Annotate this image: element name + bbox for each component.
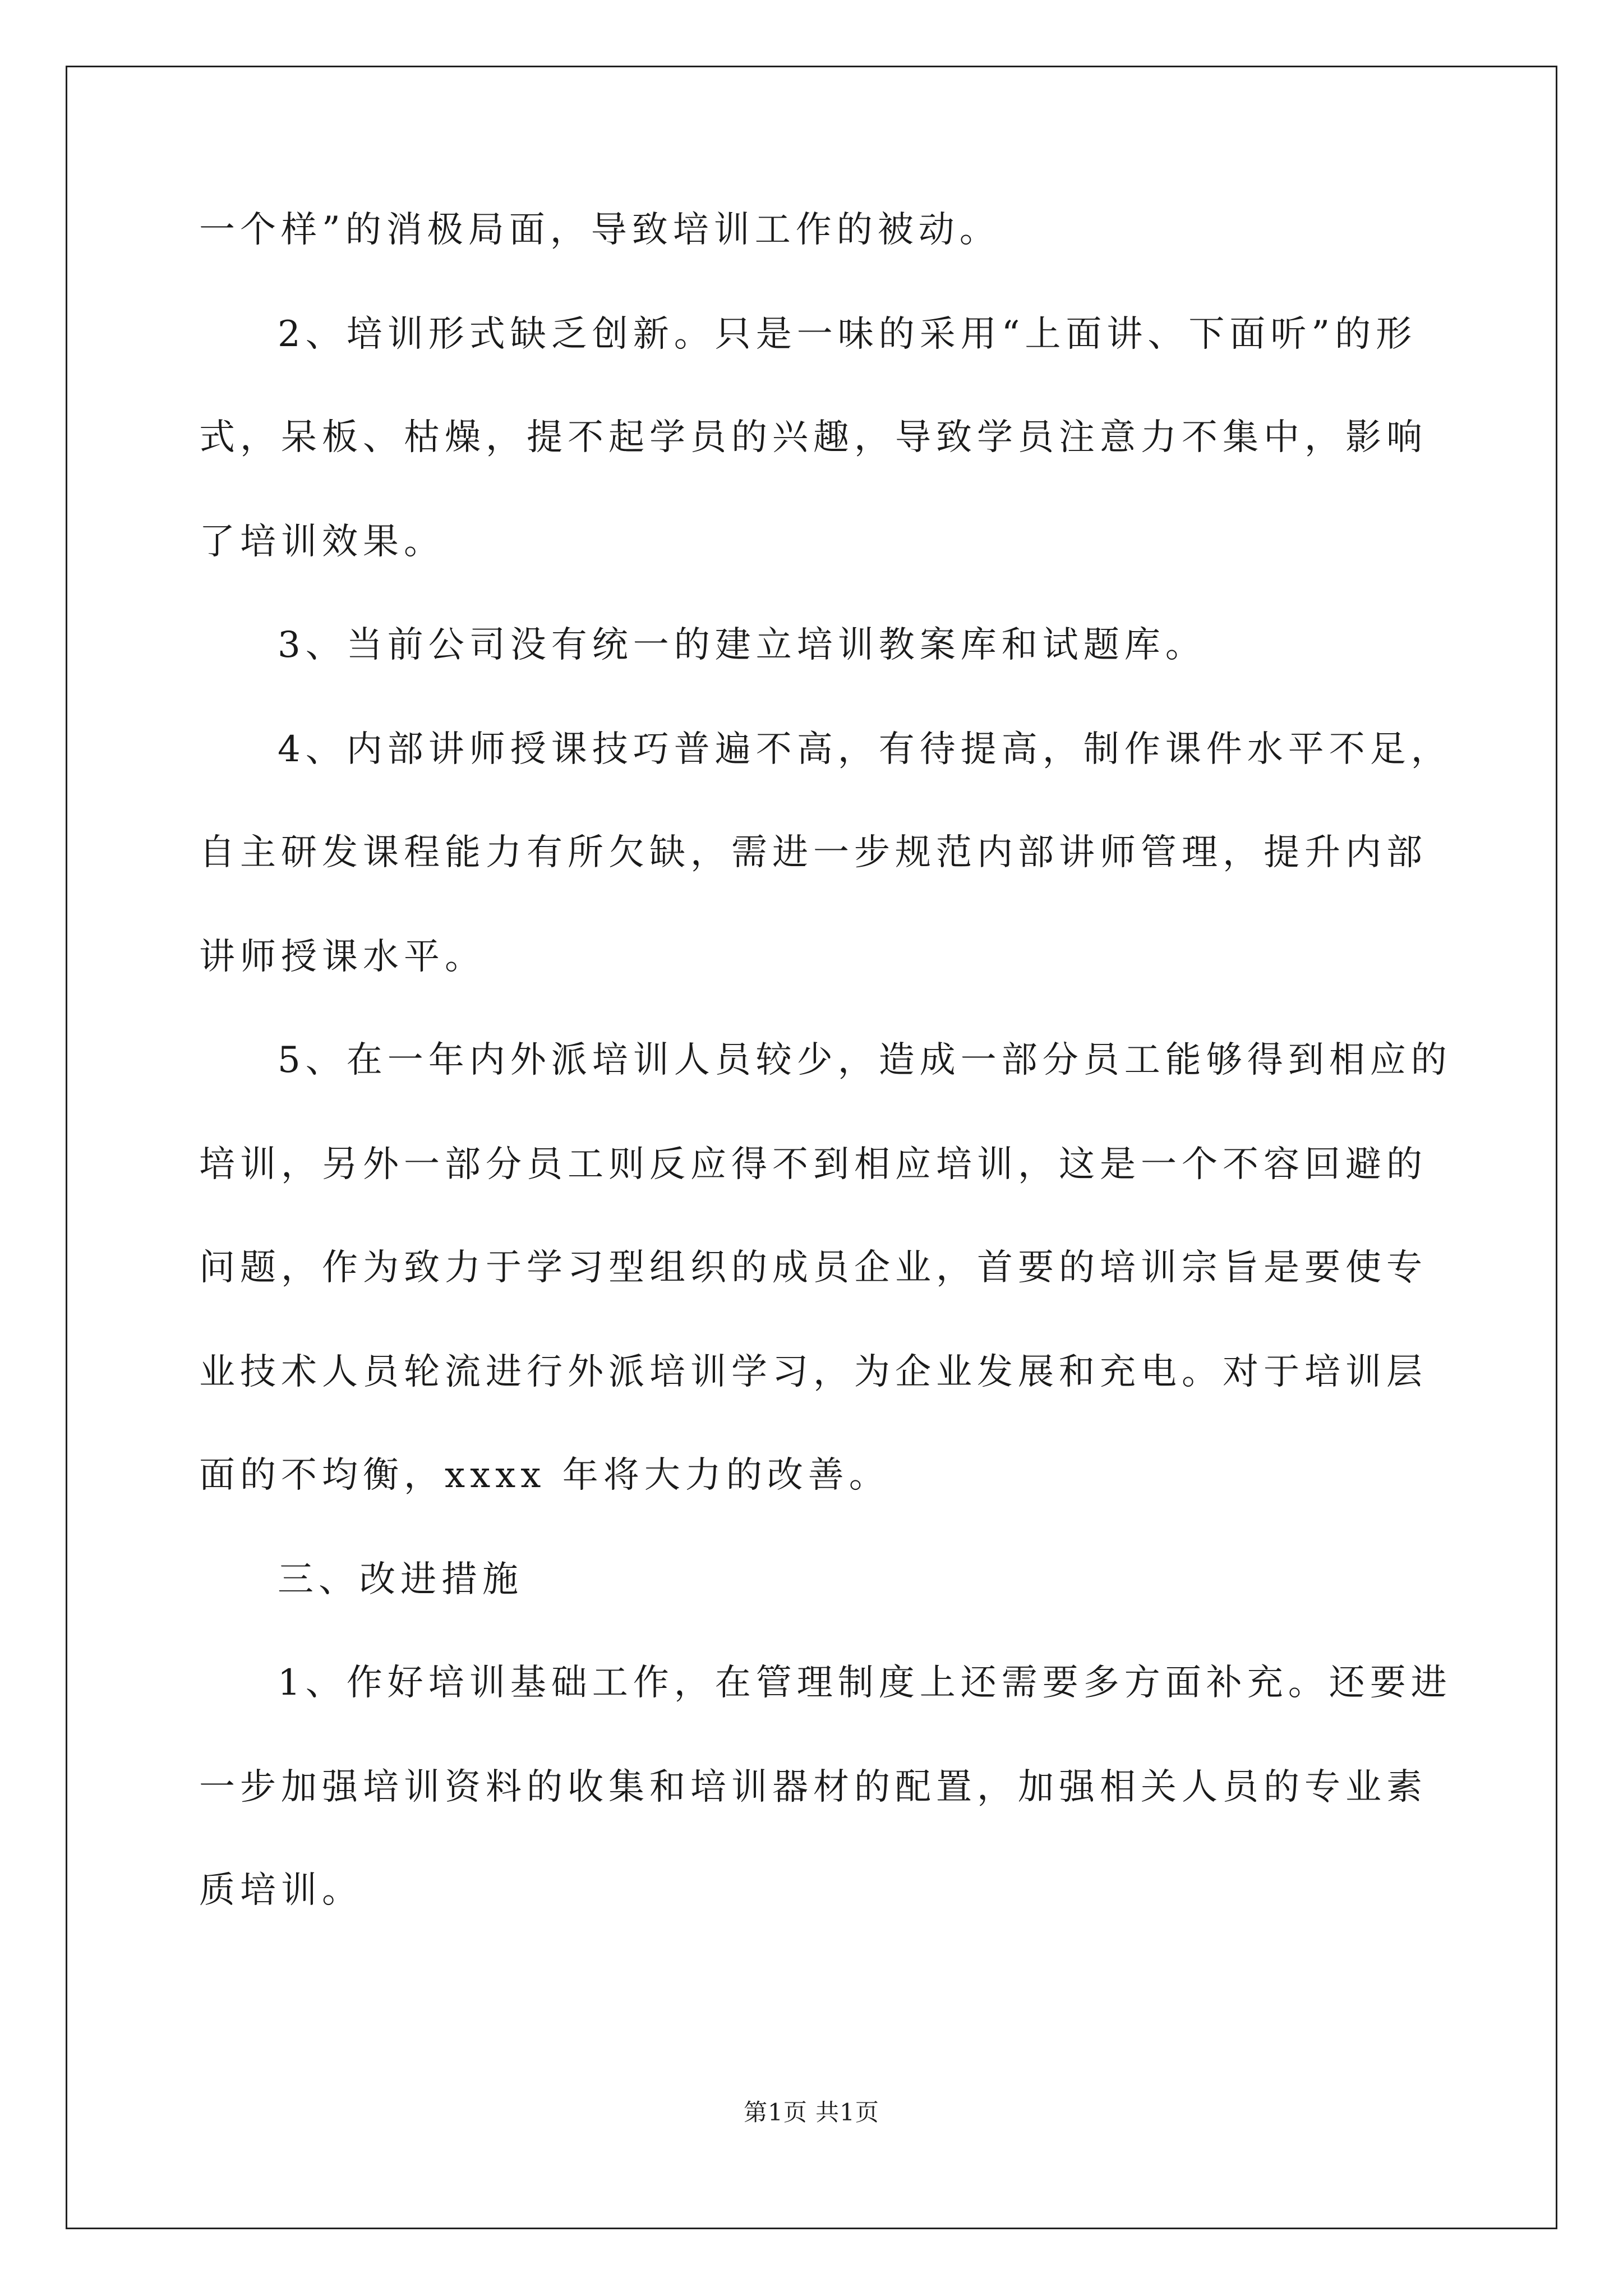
text-line: 培训，另外一部分员工则反应得不到相应培训，这是一个不容回避的 (199, 1144, 1427, 1185)
text-line: 了培训效果。 (199, 521, 445, 563)
text-line: 5、在一年内外派培训人员较少，造成一部分员工能够得到相应的 (278, 1039, 1452, 1081)
text-line: 讲师授课水平。 (199, 936, 486, 978)
text-line: 3、当前公司没有统一的建立培训教案库和试题库。 (278, 624, 1206, 666)
text-line: 4、内部讲师授课技巧普遍不高，有待提高，制作课件水平不足， (278, 729, 1452, 770)
text-line: 面的不均衡，xxxx 年将大力的改善。 (199, 1455, 890, 1496)
text-line: 一个样”的消极局面，导致培训工作的被动。 (199, 209, 1000, 251)
page-footer: 第1页 共1页 (744, 2099, 879, 2126)
text-line: 问题，作为致力于学习型组织的成员企业，首要的培训宗旨是要使专 (199, 1247, 1427, 1289)
text-line: 1、作好培训基础工作，在管理制度上还需要多方面补充。还要进 (278, 1662, 1452, 1704)
text-line: 质培训。 (199, 1870, 363, 1911)
text-line: 2、培训形式缺乏创新。只是一味的采用“上面讲、下面听”的形 (278, 314, 1417, 355)
text-line: 自主研发课程能力有所欠缺，需进一步规范内部讲师管理，提升内部 (199, 832, 1427, 873)
text-line: 式，呆板、枯燥，提不起学员的兴趣，导致学员注意力不集中，影响 (199, 417, 1427, 458)
text-line: 一步加强培训资料的收集和培训器材的配置，加强相关人员的专业素 (199, 1766, 1427, 1808)
section-heading: 三、改进措施 (278, 1559, 523, 1600)
text-line: 业技术人员轮流进行外派培训学习，为企业发展和充电。对于培训层 (199, 1351, 1427, 1393)
